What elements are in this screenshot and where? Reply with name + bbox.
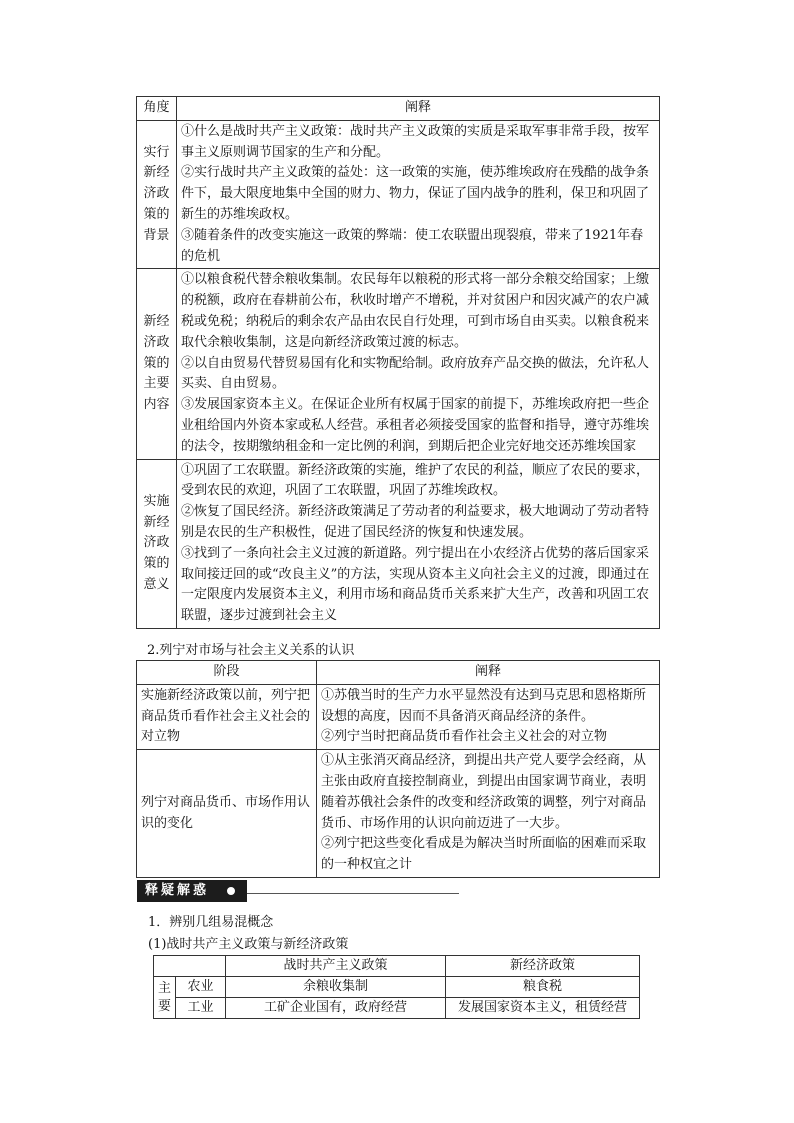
- table2-caption: 2.列宁对市场与社会主义关系的认识: [147, 643, 355, 658]
- row-key: 实施新经济政策的意义: [137, 459, 177, 628]
- row-explanation: [177, 120, 660, 269]
- cell-war: 余粮收集制: [226, 977, 446, 998]
- header-new-economic-policy: 新经济政策: [446, 956, 640, 977]
- lenin-market-view-table: [136, 660, 660, 878]
- bullet-dot-icon: [225, 885, 237, 897]
- corner-cell: [154, 956, 226, 977]
- paragraph: ②实行战时共产主义政策的益处：这一政策的实施，使苏维埃政府在残酷的战争条件下，最大限度地集中全国的财力、物力，保证了国内战争的胜利，保卫和巩固了新生的苏维埃政权。: [181, 165, 650, 222]
- cell-nep: 粮食税: [446, 977, 640, 998]
- section-label: 释疑解惑: [137, 880, 247, 902]
- row-explanation: [177, 269, 660, 459]
- cell-nep: 发展国家资本主义，租赁经营: [446, 998, 640, 1019]
- header-explanation: 阐释: [177, 97, 660, 121]
- row-key: 实行新经济政策的背景: [137, 120, 177, 269]
- row-key: 列宁对商品货币、市场作用认识的变化: [137, 750, 317, 878]
- header-war-communism: 战时共产主义政策: [226, 956, 446, 977]
- paragraph: ③发展国家资本主义。在保证企业所有权属于国家的前提下，苏维埃政府把一些企业租给国内外资本家或私人经营。承租者必须接受国家的监督和指导，遵守苏维埃的法令，按期缴纳租金和一定比例的利润，到期后把企业完好地交还苏维埃国家: [181, 397, 650, 454]
- row-explanation: [317, 750, 660, 878]
- heading-2: (1)战时共产主义政策与新经济政策: [148, 937, 349, 952]
- row-key: 实施新经济政策以前，列宁把商品货币看作社会主义社会的对立物: [137, 684, 317, 749]
- table-row: [137, 750, 660, 878]
- table-row: [137, 684, 660, 749]
- row-label: 工业: [176, 998, 226, 1019]
- table-row: [154, 998, 640, 1019]
- table-row: [137, 459, 660, 628]
- heading-1: 1．辨别几组易混概念: [148, 915, 274, 930]
- paragraph: ②列宁把这些变化看成是为解决当时所面临的困难而采取的一种权宜之计: [321, 836, 647, 873]
- header-stage: 阶段: [137, 661, 317, 685]
- table-row: [137, 120, 660, 269]
- section-header: [137, 880, 457, 902]
- section-divider: [247, 893, 459, 894]
- header-angle: 角度: [137, 97, 177, 121]
- cell-war: 工矿企业国有，政府经营: [226, 998, 446, 1019]
- paragraph: ①苏俄当时的生产力水平显然没有达到马克思和恩格斯所设想的高度，因而不具备消灭商品经济的条件。: [321, 687, 647, 724]
- row-explanation: [177, 459, 660, 628]
- paragraph: ②恢复了国民经济。新经济政策满足了劳动者的利益要求，极大地调动了劳动者特别是农民的生产积极性，促进了国民经济的恢复和快速发展。: [181, 504, 650, 540]
- paragraph: ①从主张消灭商品经济，到提出共产党人要学会经商，从主张由政府直接控制商业，到提出由国家调节商业，表明随着苏俄社会条件的改变和经济政策的调整，列宁对商品货币、市场作用的认识向前迈进了一大步。: [321, 753, 647, 831]
- group-label: 主要: [154, 977, 176, 1019]
- row-key: 新经济政策的主要内容: [137, 269, 177, 459]
- table-row: [154, 977, 640, 998]
- header-explanation: 阐释: [317, 661, 660, 685]
- paragraph: ①什么是战时共产主义政策：战时共产主义政策的实质是采取军事非常手段，按军事主义原则调节国家的生产和分配。: [181, 123, 650, 160]
- paragraph: ①以粮食税代替余粮收集制。农民每年以粮税的形式将一部分余粮交给国家；上缴的税额，政府在春耕前公布，秋收时增产不增税，并对贫困户和因灾减产的农户减税或免税；纳税后的剩余农产品由农民自行处理，可到市场自由买卖。以粮食税来取代余粮收集制，这是向新经济政策过渡的标志。: [181, 272, 650, 350]
- row-explanation: [317, 684, 660, 749]
- paragraph: ③找到了一条向社会主义过渡的新道路。列宁提出在小农经济占优势的落后国家采取间接迂回的或“改良主义”的方法，实现从资本主义向社会主义的过渡，即通过在一定限度内发展资本主义，利用市场和商品货币关系来扩大生产，改善和巩固工农联盟，逐步过渡到社会主义: [181, 545, 650, 624]
- paragraph: ①巩固了工农联盟。新经济政策的实施，维护了农民的利益，顺应了农民的要求，受到农民的欢迎，巩固了工农联盟，巩固了苏维埃政权。: [181, 462, 650, 499]
- table-row: [137, 269, 660, 459]
- paragraph: ③随着条件的改变实施这一政策的弊端：使工农联盟出现裂痕，带来了1921年春的危机: [181, 227, 644, 264]
- policy-comparison-table: [153, 955, 640, 1019]
- paragraph: ②以自由贸易代替贸易国有化和实物配给制。政府放弃产品交换的做法，允许私人买卖、自由贸易。: [181, 355, 650, 392]
- row-label: 农业: [176, 977, 226, 998]
- background-content-significance-table: [136, 96, 660, 629]
- paragraph: ②列宁当时把商品货币看作社会主义社会的对立物: [321, 729, 608, 745]
